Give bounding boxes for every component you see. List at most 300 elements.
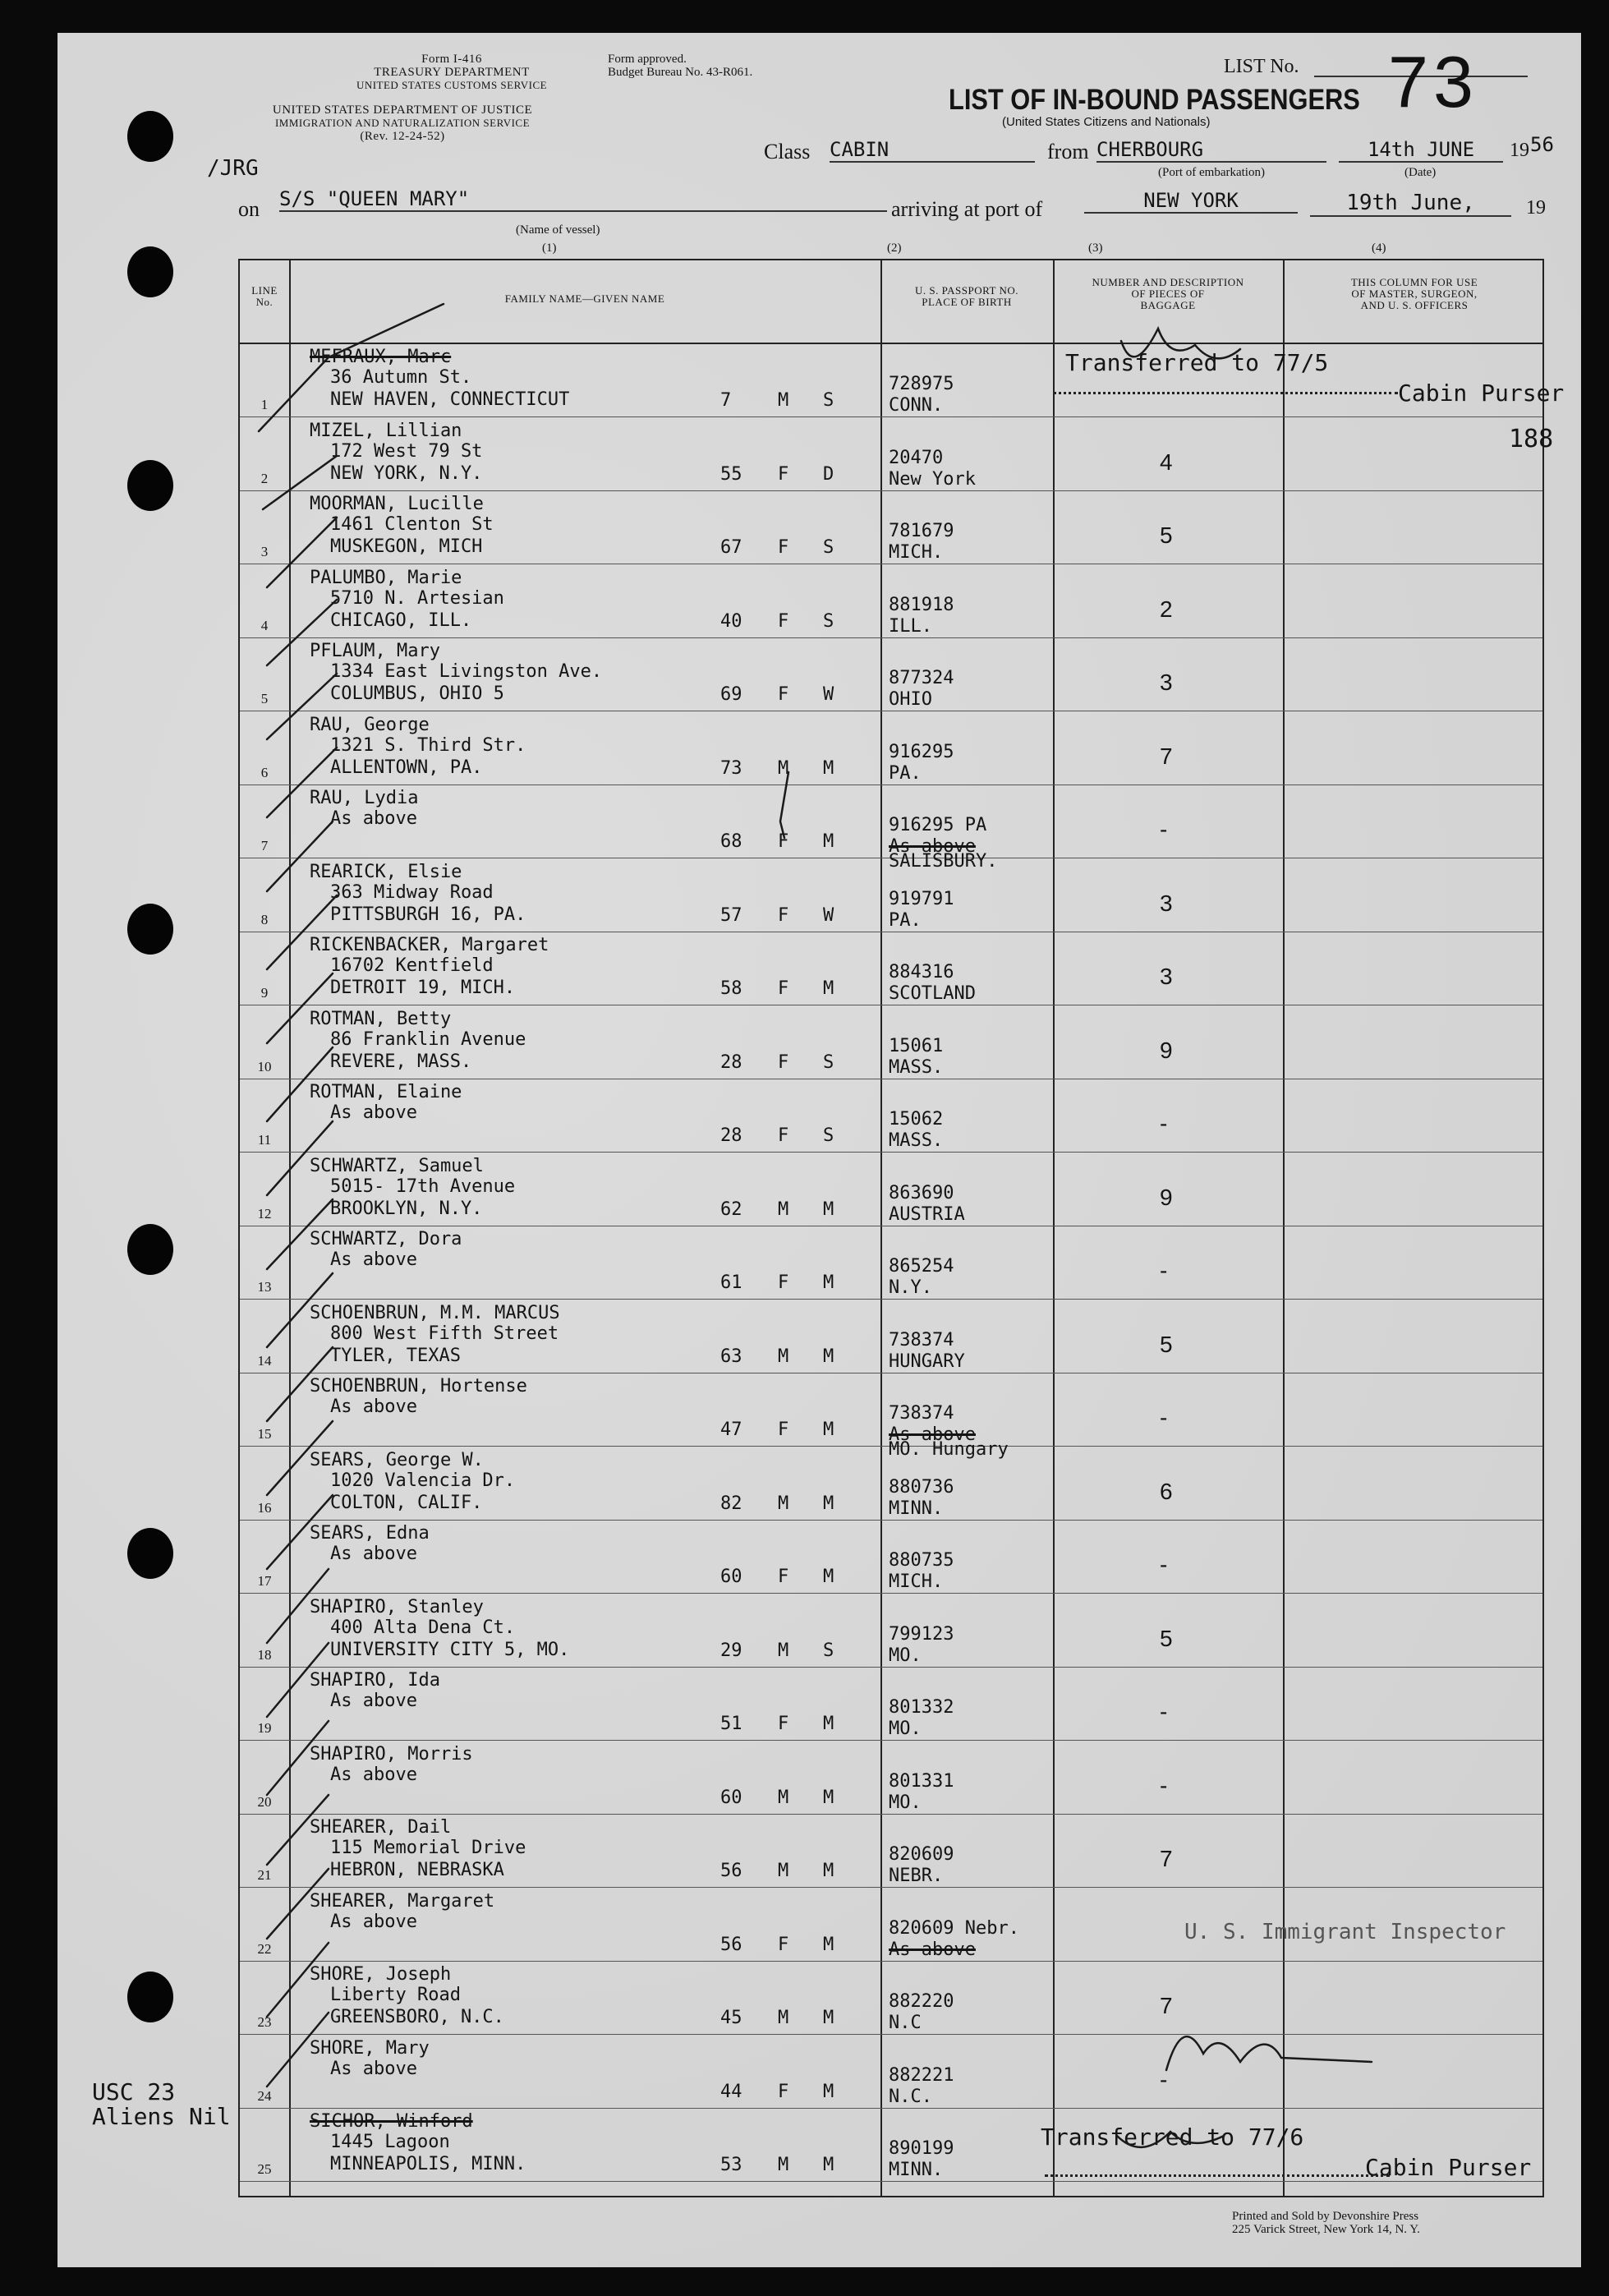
age: 45 — [720, 2008, 742, 2028]
col-index-3: (3) — [1088, 242, 1103, 255]
table-row — [240, 859, 1542, 932]
arriving-label: arriving at port of — [891, 197, 1043, 221]
address-line-1: As above — [330, 1544, 417, 1564]
marital-status: S — [823, 610, 834, 632]
baggage-count: 2 — [1160, 596, 1173, 622]
passport-number: 801332 — [889, 1697, 954, 1718]
marital-status: M — [823, 1419, 834, 1440]
address-line-1: As above — [330, 1764, 417, 1785]
table-row — [240, 1447, 1542, 1521]
age: 73 — [720, 757, 742, 779]
sex: F — [778, 904, 789, 926]
form-header — [57, 33, 1581, 279]
table-row — [240, 1300, 1542, 1373]
address-line-1: 1334 East Livingston Ave. — [330, 661, 603, 682]
place-of-birth: AUSTRIA — [889, 1203, 965, 1225]
age: 7 — [720, 390, 732, 411]
sex: F — [778, 1419, 789, 1440]
line-number: 21 — [257, 1867, 272, 1883]
place-of-birth: ILL. — [889, 615, 932, 637]
line-number: 23 — [257, 2014, 272, 2030]
header-name: FAMILY NAME—GIVEN NAME — [504, 292, 665, 305]
punch-hole-7 — [127, 1972, 173, 2022]
place-of-birth: MINN. — [889, 1498, 944, 1519]
passenger-name: REARICK, Elsie — [310, 861, 462, 882]
marital-status: M — [823, 1346, 834, 1367]
table-row — [240, 638, 1542, 711]
age: 60 — [720, 1787, 742, 1808]
punch-hole-3 — [127, 460, 173, 511]
age: 55 — [720, 463, 742, 485]
place-of-birth: N.C. — [889, 2086, 932, 2107]
table-row — [240, 1521, 1542, 1594]
passport-number: 738374 — [889, 1329, 954, 1350]
address-line-1: 1321 S. Third Str. — [330, 734, 526, 756]
rev-date: (Rev. 12-24-52) — [360, 130, 445, 143]
address-line-1: As above — [330, 1396, 417, 1417]
line-number: 3 — [260, 544, 269, 559]
list-no-handwritten: 73 — [1388, 41, 1478, 122]
passenger-name: SCHOENBRUN, M.M. MARCUS — [310, 1302, 560, 1323]
purser-label-1: Cabin Purser — [1398, 380, 1565, 407]
sex: M — [778, 1493, 789, 1514]
arrival-date: 19th June, — [1310, 191, 1511, 217]
age: 29 — [720, 1640, 742, 1661]
passport-number: 865254 — [889, 1256, 954, 1277]
baggage-count: 7 — [1160, 1846, 1173, 1871]
baggage-count: - — [1160, 1258, 1168, 1283]
vessel-name: S/S "QUEEN MARY" — [279, 187, 887, 212]
passport-number: 781679 — [889, 521, 954, 541]
marital-status: W — [823, 684, 834, 705]
age: 44 — [720, 2081, 742, 2102]
passport-number: 881918 — [889, 594, 954, 615]
passenger-name: ROTMAN, Betty — [310, 1008, 452, 1029]
age: 82 — [720, 1493, 742, 1514]
sex: M — [778, 2155, 789, 2175]
treasury-dept: TREASURY DEPARTMENT — [374, 66, 530, 79]
place-of-birth-correction: SALISBURY. — [889, 851, 998, 872]
purser-label-2: Cabin Purser — [1365, 2154, 1532, 2181]
list-no-label: LIST No. — [1224, 56, 1299, 77]
passport-number: 919791 — [889, 888, 954, 909]
marital-status: S — [823, 537, 834, 558]
sex: M — [778, 757, 789, 779]
baggage-count: 3 — [1160, 669, 1173, 695]
place-of-birth: N.C — [889, 2013, 922, 2033]
table-row — [240, 1962, 1542, 2035]
passport-number: 728975 — [889, 374, 954, 394]
age: 63 — [720, 1346, 742, 1367]
from-label: from — [1047, 140, 1089, 163]
passport-number: 820609 — [889, 1844, 954, 1865]
age: 60 — [720, 1567, 742, 1587]
transfer-dotted-1 — [1053, 392, 1398, 394]
sex: F — [778, 831, 789, 852]
address-line-1: 115 Memorial Drive — [330, 1838, 526, 1858]
arrival-year-prefix: 19 — [1526, 197, 1546, 219]
line-number: 7 — [260, 838, 269, 854]
passenger-name: SICHOR, Winford — [310, 2111, 473, 2132]
transfer-note-2: Transferred to 77/6 — [1041, 2123, 1304, 2151]
col-index-2: (2) — [887, 242, 902, 255]
address-line-1: 86 Franklin Avenue — [330, 1028, 526, 1050]
passenger-table — [238, 259, 1565, 2197]
age: 28 — [720, 1125, 742, 1146]
address-line-2: COLTON, CALIF. — [330, 1492, 483, 1513]
baggage-count: 5 — [1160, 1331, 1173, 1357]
inspector-label: U. S. Immigrant Inspector — [1184, 1920, 1506, 1944]
place-of-birth: As above — [889, 836, 976, 857]
place-of-birth: MASS. — [889, 1130, 944, 1151]
sex: F — [778, 1714, 789, 1734]
manifest-page — [57, 33, 1581, 2267]
place-of-birth: As above — [889, 1939, 976, 1960]
place-of-birth: CONN. — [889, 395, 944, 416]
punch-hole-4 — [127, 904, 173, 955]
address-line-2: PITTSBURGH 16, PA. — [330, 904, 526, 925]
address-line-1: 400 Alta Dena Ct. — [330, 1617, 516, 1638]
line-number: 16 — [257, 1499, 272, 1516]
table-row — [240, 1226, 1542, 1300]
marital-status: M — [823, 978, 834, 999]
marital-status: M — [823, 2008, 834, 2028]
date-caption: (Date) — [1404, 166, 1437, 179]
line-number: 12 — [257, 1205, 272, 1222]
line-number: 18 — [257, 1646, 272, 1663]
line-number: 11 — [257, 1132, 272, 1148]
age: 67 — [720, 537, 742, 558]
passenger-name: MOORMAN, Lucille — [310, 494, 484, 514]
baggage-count: - — [1160, 2066, 1168, 2092]
place-of-birth: PA. — [889, 762, 922, 784]
table-row — [240, 932, 1542, 1005]
place-of-birth: NEBR. — [889, 1866, 944, 1886]
sex: M — [778, 1861, 789, 1881]
place-of-birth: MINN. — [889, 2160, 944, 2180]
sex: F — [778, 463, 789, 485]
line-number: 13 — [257, 1279, 272, 1295]
baggage-count: - — [1160, 1111, 1168, 1136]
age: 40 — [720, 610, 742, 632]
marital-status: M — [823, 1934, 834, 1955]
marital-status: M — [823, 1272, 834, 1293]
age: 53 — [720, 2155, 742, 2175]
passenger-name: SCHOENBRUN, Hortense — [310, 1376, 527, 1396]
baggage-count: - — [1160, 1699, 1168, 1724]
baggage-count: - — [1160, 1552, 1168, 1577]
baggage-count: 3 — [1160, 890, 1173, 916]
place-of-birth-correction: MO. Hungary — [889, 1439, 1009, 1460]
passport-number: 916295 — [889, 741, 954, 762]
address-line-1: Liberty Road — [330, 1985, 461, 2005]
passport-number: 884316 — [889, 962, 954, 982]
passport-number: 880736 — [889, 1476, 954, 1498]
line-number: 1 — [260, 397, 269, 412]
on-label: on — [238, 197, 260, 221]
marital-status: M — [823, 2081, 834, 2102]
table-row — [240, 344, 1542, 417]
address-line-1: As above — [330, 1249, 417, 1270]
sex: F — [778, 1567, 789, 1587]
address-line-1: 363 Midway Road — [330, 881, 494, 903]
embark-year-prefix: 19 — [1510, 140, 1529, 161]
place-of-birth: New York — [889, 468, 976, 490]
passenger-name: SHAPIRO, Morris — [310, 1743, 473, 1765]
passport-number: 916295 PA — [889, 815, 987, 835]
line-number: 5 — [260, 691, 269, 706]
sex: M — [778, 390, 789, 411]
age: 58 — [720, 978, 742, 999]
marital-status: M — [823, 1861, 834, 1881]
passport-number: 799123 — [889, 1623, 954, 1645]
passenger-name: SHEARER, Dail — [310, 1817, 452, 1838]
place-of-birth: HUNGARY — [889, 1350, 965, 1372]
sex: F — [778, 1051, 789, 1073]
baggage-count: 5 — [1160, 522, 1173, 548]
passport-number: 820609 Nebr. — [889, 1917, 1019, 1939]
passenger-name: RAU, Lydia — [310, 788, 419, 808]
address-line-2: NEW HAVEN, CONNECTICUT — [330, 389, 570, 410]
passenger-name: SHAPIRO, Ida — [310, 1670, 440, 1691]
baggage-count: 9 — [1160, 1037, 1173, 1063]
ins: IMMIGRATION AND NATURALIZATION SERVICE — [274, 117, 531, 129]
line-number: 6 — [260, 764, 269, 780]
age: 28 — [720, 1051, 742, 1073]
address-line-1: 16702 Kentfield — [330, 955, 494, 976]
passenger-name: SEARS, Edna — [310, 1523, 430, 1544]
arrival-port: NEW YORK — [1084, 189, 1298, 214]
table-row — [240, 1668, 1542, 1741]
passenger-name: SHORE, Joseph — [310, 1964, 452, 1985]
sex: F — [778, 1934, 789, 1955]
transfer-note-1: Transferred to 77/5 — [1065, 349, 1329, 376]
passenger-name: RICKENBACKER, Margaret — [310, 935, 549, 955]
form-title: LIST OF IN-BOUND PASSENGERS — [949, 84, 1360, 116]
baggage-count: 5 — [1160, 1625, 1173, 1651]
passenger-name: SHEARER, Margaret — [310, 1890, 495, 1912]
punch-hole-6 — [127, 1528, 173, 1579]
line-number: 20 — [257, 1793, 272, 1810]
line-number: 10 — [257, 1058, 272, 1074]
passenger-name: SHAPIRO, Stanley — [310, 1596, 484, 1617]
passport-number: 880735 — [889, 1550, 954, 1571]
embark-port: CHERBOURG — [1096, 138, 1326, 163]
passport-number: 877324 — [889, 668, 954, 688]
passport-number: 882220 — [889, 1991, 954, 2012]
budget-bureau: Budget Bureau No. 43-R061. — [608, 66, 753, 79]
address-line-2: UNIVERSITY CITY 5, MO. — [330, 1639, 570, 1660]
serial-number: 188 — [1509, 425, 1554, 453]
address-line-2: MUSKEGON, MICH — [330, 536, 483, 557]
address-line-2: BROOKLYN, N.Y. — [330, 1198, 483, 1219]
address-line-1: As above — [330, 2058, 417, 2079]
line-number: 17 — [257, 1573, 272, 1589]
address-line-1: 36 Autumn St. — [330, 367, 472, 388]
header-passport: U. S. PASSPORT NO. PLACE OF BIRTH — [915, 284, 1018, 308]
address-line-2: CHICAGO, ILL. — [330, 610, 472, 631]
line-number: 4 — [260, 617, 269, 633]
marital-status: S — [823, 1051, 834, 1073]
marital-status: M — [823, 1567, 834, 1587]
baggage-count: 7 — [1160, 743, 1173, 769]
aliens-count: Aliens Nil — [92, 2103, 231, 2130]
passenger-name: RAU, George — [310, 714, 430, 735]
address-line-1: 5710 N. Artesian — [330, 587, 504, 609]
sex: F — [778, 1125, 789, 1146]
sex: F — [778, 2081, 789, 2102]
baggage-count: 3 — [1160, 964, 1173, 989]
address-line-1: As above — [330, 1691, 417, 1711]
passenger-name: PFLAUM, Mary — [310, 641, 440, 661]
table-row — [240, 1153, 1542, 1226]
marital-status: W — [823, 904, 834, 926]
printer-line-1: Printed and Sold by Devonshire Press — [1232, 2210, 1419, 2223]
customs-service: UNITED STATES CUSTOMS SERVICE — [356, 79, 548, 91]
header-line-no: LINE No. — [251, 284, 278, 308]
marital-status: M — [823, 2155, 834, 2175]
baggage-count: 7 — [1160, 1993, 1173, 2018]
passport-number: 890199 — [889, 2138, 954, 2159]
address-line-1: 5015- 17th Avenue — [330, 1176, 516, 1197]
place-of-birth: MO. — [889, 1645, 922, 1666]
marital-status: M — [823, 1493, 834, 1514]
place-of-birth: PA. — [889, 909, 922, 931]
passenger-name: SCHWARTZ, Samuel — [310, 1155, 484, 1176]
baggage-count: - — [1160, 1405, 1168, 1430]
address-line-2: ALLENTOWN, PA. — [330, 757, 483, 778]
baggage-count: 4 — [1160, 449, 1173, 475]
table-row — [240, 1742, 1542, 1815]
address-line-2: NEW YORK, N.Y. — [330, 462, 483, 484]
header-baggage: NUMBER AND DESCRIPTION OF PIECES OF BAGGAGE — [1092, 276, 1244, 311]
form-subtitle: (United States Citizens and Nationals) — [1002, 115, 1211, 129]
passenger-name: MIZEL, Lillian — [310, 420, 462, 441]
table-row — [240, 1594, 1542, 1668]
address-line-2: TYLER, TEXAS — [330, 1345, 461, 1366]
marital-status: M — [823, 757, 834, 779]
address-line-1: 1445 Lagoon — [330, 2132, 450, 2152]
passenger-name: PALUMBO, Marie — [310, 567, 462, 588]
marital-status: S — [823, 390, 834, 411]
place-of-birth: As above — [889, 1424, 976, 1445]
col-index-4: (4) — [1372, 242, 1386, 255]
address-line-2: MINNEAPOLIS, MINN. — [330, 2154, 526, 2174]
place-of-birth: OHIO — [889, 689, 932, 710]
age: 56 — [720, 1861, 742, 1881]
address-line-2: GREENSBORO, N.C. — [330, 2007, 504, 2027]
place-of-birth: N.Y. — [889, 1277, 932, 1298]
sex: M — [778, 1346, 789, 1367]
table-row — [240, 1006, 1542, 1079]
line-number: 24 — [257, 2087, 272, 2104]
age: 62 — [720, 1199, 742, 1220]
line-number: 8 — [260, 911, 269, 927]
header-officers: THIS COLUMN FOR USE OF MASTER, SURGEON, AND U. S. OFFICERS — [1350, 276, 1478, 311]
sex: M — [778, 1640, 789, 1661]
passport-number: 863690 — [889, 1182, 954, 1203]
line-number: 15 — [257, 1426, 272, 1442]
vessel-caption: (Name of vessel) — [516, 223, 600, 237]
place-of-birth: MO. — [889, 1792, 922, 1813]
passenger-name: ROTMAN, Elaine — [310, 1082, 462, 1102]
marital-status: S — [823, 1125, 834, 1146]
marital-status: S — [823, 1640, 834, 1661]
baggage-count: 9 — [1160, 1184, 1173, 1210]
line-number: 2 — [260, 470, 269, 486]
address-line-1: As above — [330, 1102, 417, 1123]
place-of-birth: MASS. — [889, 1056, 944, 1078]
address-line-2: COLUMBUS, OHIO 5 — [330, 683, 504, 704]
address-line-1: 1020 Valencia Dr. — [330, 1470, 516, 1491]
address-line-1: 800 West Fifth Street — [330, 1323, 559, 1344]
table-row — [240, 418, 1542, 491]
place-of-birth: MICH. — [889, 542, 944, 563]
table-row — [240, 565, 1542, 638]
sex: F — [778, 978, 789, 999]
address-line-1: 1461 Clenton St — [330, 514, 494, 535]
passport-number: 15062 — [889, 1109, 944, 1130]
line-number: 22 — [257, 1940, 272, 1957]
address-line-1: As above — [330, 808, 417, 829]
passenger-name: SHORE, Mary — [310, 2037, 430, 2059]
passport-number: 738374 — [889, 1403, 954, 1424]
line-number: 25 — [257, 2161, 272, 2177]
passport-number: 882221 — [889, 2064, 954, 2086]
sex: F — [778, 684, 789, 705]
clerk-initials: /JRG — [207, 156, 259, 181]
passenger-name: MEFRAUX, Marc — [310, 347, 452, 367]
passenger-name: SCHWARTZ, Dora — [310, 1229, 462, 1249]
embark-date: 14th JUNE — [1339, 138, 1503, 163]
table-row — [240, 1815, 1542, 1888]
justice-dept: UNITED STATES DEPARTMENT OF JUSTICE — [272, 104, 533, 117]
age: 61 — [720, 1272, 742, 1293]
baggage-count: 6 — [1160, 1478, 1173, 1504]
class-label: Class — [764, 140, 811, 163]
place-of-birth: SCOTLAND — [889, 983, 976, 1004]
passenger-name: SEARS, George W. — [310, 1449, 484, 1470]
line-number: 9 — [260, 985, 269, 1001]
address-line-1: As above — [330, 1911, 417, 1932]
sex: M — [778, 1787, 789, 1808]
age: 47 — [720, 1419, 742, 1440]
marital-status: D — [823, 463, 834, 485]
passport-number: 20470 — [889, 447, 944, 468]
passport-number: 801331 — [889, 1770, 954, 1792]
table-row — [240, 2109, 1542, 2182]
marital-status: M — [823, 1199, 834, 1220]
class-value: CABIN — [830, 138, 1035, 163]
address-line-2: DETROIT 19, MICH. — [330, 978, 516, 998]
col-index-1: (1) — [542, 242, 557, 255]
line-number: 14 — [257, 1352, 272, 1369]
form-number: Form I-416 — [421, 53, 482, 66]
line-number: 19 — [257, 1720, 272, 1736]
address-line-1: 172 West 79 St — [330, 440, 483, 462]
marital-status: M — [823, 831, 834, 852]
passport-number: 15061 — [889, 1035, 944, 1056]
place-of-birth: MO. — [889, 1719, 922, 1739]
table-row — [240, 491, 1542, 564]
sex: M — [778, 1199, 789, 1220]
printer-line-2: 225 Varick Street, New York 14, N. Y. — [1232, 2223, 1420, 2236]
age: 68 — [720, 831, 742, 852]
baggage-count: - — [1160, 1772, 1168, 1798]
transfer-dotted-2 — [1045, 2174, 1390, 2177]
age: 56 — [720, 1934, 742, 1955]
table-row — [240, 712, 1542, 785]
